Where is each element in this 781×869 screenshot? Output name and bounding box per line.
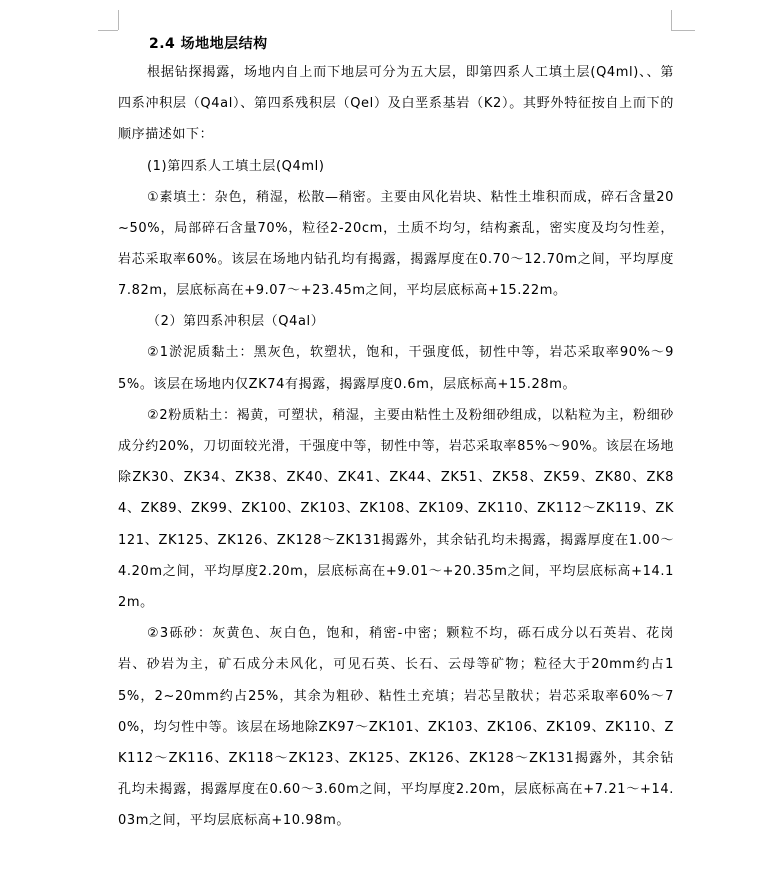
paragraph-plain-fill: ①素填土：杂色，稍湿，松散—稍密。主要由风化岩块、粘性土堆积而成，碎石含量20~50%，局部碎石含量70%，粒径2-20cm，土质不均匀，结构紊乱，密实度及均匀性差，岩芯采取率60%。该层在场地内钻孔均有揭露，揭露厚度在0.70～12.70m之间，平均厚度7.82m，层底标高在+9.07～+23.45m之间，平均层底标高+15.22m。 <box>118 189 674 299</box>
intro-paragraph: 根据钻探揭露，场地内自上而下地层可分为五大层，即第四系人工填土层(Q4ml)、、第四系冲积层（Q4al）、第四系残积层（Qel）及白垩系基岩（K2）。其野外特征按自上而下的顺序描述如下： <box>118 65 674 143</box>
paragraph-gravel-sand: ②3砾砂：灰黄色、灰白色，饱和，稍密-中密；颗粒不均，砾石成分以石英岩、花岗岩、砂岩为主，矿石成分未风化，可见石英、长石、云母等矿物；粒径大于20mm约占15%，2~20mm约占25%，其余为粗砂、粘性土充填；岩芯呈散状；岩芯采取率60%～70%，均匀性中等。该层在场地除ZK97～ZK101、ZK103、ZK106、ZK109、ZK110、ZK112～ZK116、ZK118～ZK123、ZK125、ZK126、ZK128～ZK131揭露外，其余钻孔均未揭露，揭露厚度在0.60～3.60m之间，平均厚度2.20m，层底标高在+7.21～+14.03m之间，平均层底标高+10.98m。 <box>118 626 674 829</box>
paragraph-muddy-clay: ②1淤泥质黏土：黑灰色，软塑状，饱和，干强度低，韧性中等，岩芯采取率90%～95%。该层在场地内仅ZK74有揭露，揭露厚度0.6m，层底标高+15.28m。 <box>118 345 674 392</box>
page-corner-mark <box>98 30 118 31</box>
page-corner-mark <box>118 10 119 30</box>
page-corner-mark <box>671 30 695 31</box>
subsection-title-alluvial: （2）第四系冲积层（Q4al） <box>147 314 325 330</box>
section-heading: 2.4 场地地层结构 <box>149 36 268 52</box>
subsection-title-fill: (1)第四系人工填土层(Q4ml) <box>147 158 325 174</box>
paragraph-silty-clay: ②2粉质粘土：褐黄，可塑状，稍湿，主要由粘性土及粉细砂组成，以粘粒为主，粉细砂成分约20%，刀切面较光滑，干强度中等，韧性中等，岩芯采取率85%～90%。该层在场地除ZK30、ZK34、ZK38、ZK40、ZK41、ZK44、ZK51、ZK58、ZK59、ZK80、ZK84、ZK89、ZK99、ZK100、ZK103、ZK108、ZK109、ZK110、ZK112～ZK119、ZK121、ZK125、ZK126、ZK128～ZK131揭露外，其余钻孔均未揭露，揭露厚度在1.00～4.20m之间，平均厚度2.20m，层底标高在+9.01～+20.35m之间，平均层底标高+14.12m。 <box>118 407 674 611</box>
document-body <box>118 31 674 837</box>
page-corner-mark <box>671 10 672 30</box>
